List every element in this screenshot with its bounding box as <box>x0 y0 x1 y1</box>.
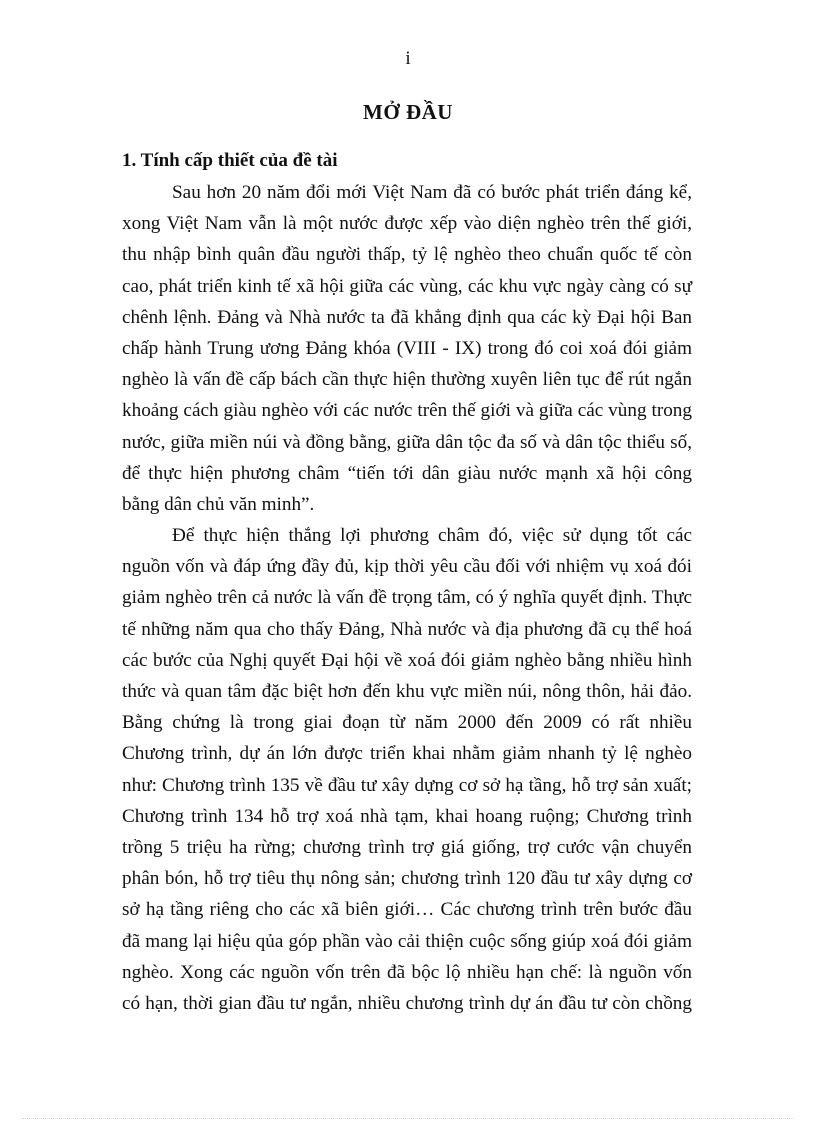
text-line: Sau hơn 20 năm đổi mới Việt Nam đã có bước phát triển đáng kể, <box>172 182 692 203</box>
text-line: chấp hành Trung ương Đảng khóa (VIII - IX) trong đó coi xoá đói giảm <box>122 337 692 359</box>
text-line: xong Việt Nam vẫn là một nước được xếp vào diện nghèo trên thế giới, <box>122 213 692 235</box>
text-line: tế những năm qua cho thấy Đảng, Nhà nước và địa phương đã cụ thể hoá <box>122 618 692 640</box>
text-line: thức và quan tâm đặc biệt hơn đến khu vực miền núi, nông thôn, hải đảo. <box>122 681 692 702</box>
body-text <box>122 177 692 1019</box>
text-line: chênh lệnh. Đảng và Nhà nước ta đã khẳng định qua các kỳ Đại hội Ban <box>122 306 692 328</box>
text-line: có hạn, thời gian đầu tư ngắn, nhiều chương trình dự án đầu tư còn chồng <box>122 992 692 1014</box>
text-line: khoảng cách giàu nghèo với các nước trên thế giới và giữa các vùng trong <box>122 400 692 422</box>
text-line: trồng 5 triệu ha rừng; chương trình trợ giá giống, trợ cước vận chuyển <box>122 836 692 858</box>
text-line: cao, phát triển kinh tế xã hội giữa các vùng, các khu vực ngày càng có sự <box>122 275 692 297</box>
text-line: Để thực hiện thắng lợi phương châm đó, việc sử dụng tốt các <box>172 525 692 547</box>
text-line: Chương trình, dự án lớn được triển khai nhằm giảm nhanh tỷ lệ nghèo <box>122 743 692 765</box>
text-line: Bằng chứng là trong giai đoạn từ năm 2000 đến 2009 có rất nhiều <box>122 712 692 734</box>
text-line: giảm nghèo trên cả nước là vấn đề trọng tâm, có ý nghĩa quyết định. Thực <box>122 587 692 609</box>
text-line: sở hạ tầng riêng cho các xã biên giới… Các chương trình trên bước đầu <box>122 899 692 921</box>
text-line: đã mang lại hiệu qủa góp phần vào cải thiện cuộc sống giúp xoá đói giảm <box>122 930 692 952</box>
text-line: phân bón, hỗ trợ tiêu thụ nông sản; chương trình 120 đầu tư xây dựng cơ <box>122 868 692 890</box>
text-line: nghèo là vấn đề cấp bách cần thực hiện thường xuyên liên tục để rút ngắn <box>122 369 692 391</box>
text-line: như: Chương trình 135 về đầu tư xây dựng cơ sở hạ tầng, hỗ trợ sản xuất; <box>122 774 692 796</box>
page-number: i <box>405 48 411 69</box>
text-line: các bước của Nghị quyết Đại hội về xoá đói giảm nghèo bằng nhiều hình <box>122 649 692 671</box>
page-title: MỞ ĐẦU <box>363 100 453 124</box>
text-line: nước, giữa miền núi và đồng bằng, giữa dân tộc đa số và dân tộc thiểu số, <box>122 431 692 453</box>
text-line: Chương trình 134 hỗ trợ xoá nhà tạm, khai hoang ruộng; Chương trình <box>122 805 692 827</box>
section-heading: 1. Tính cấp thiết của đề tài <box>122 150 338 171</box>
text-line: thu nhập bình quân đầu người thấp, tỷ lệ nghèo theo chuẩn quốc tế còn <box>122 244 692 266</box>
footer-divider <box>22 1118 794 1119</box>
text-line: nghèo. Xong các nguồn vốn trên đã bộc lộ nhiều hạn chế: là nguồn vốn <box>122 961 692 983</box>
text-line: để thực hiện phương châm “tiến tới dân giàu nước mạnh xã hội công <box>122 462 692 484</box>
text-line: nguồn vốn và đáp ứng đầy đủ, kịp thời yêu cầu đối với nhiệm vụ xoá đói <box>122 556 692 578</box>
text-line: bằng dân chủ văn minh”. <box>122 493 315 515</box>
